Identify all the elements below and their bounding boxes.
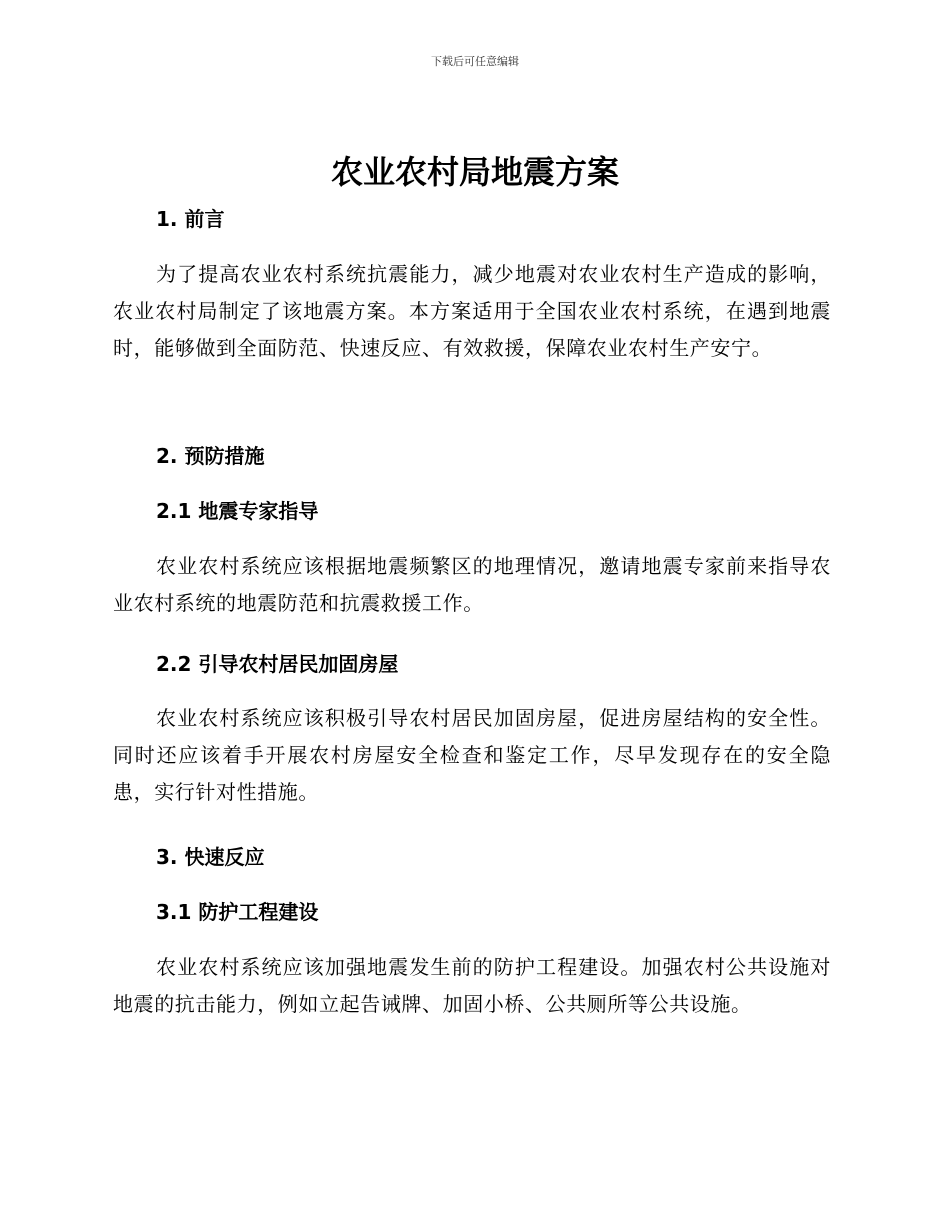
section-paragraph-house-reinforcement: 农业农村系统应该积极引导农村居民加固房屋，促进房屋结构的安全性。同时还应该着手开展农村房屋安全检查和鉴定工作，尽早发现存在的安全隐患，实行针对性措施。 xyxy=(113,706,831,804)
section-heading-quick-response: 3. 快速反应 xyxy=(156,845,265,869)
section-heading-preface: 1. 前言 xyxy=(156,207,225,231)
section-paragraph-preface: 为了提高农业农村系统抗震能力，减少地震对农业农村生产造成的影响，农业农村局制定了该地震方案。本方案适用于全国农业农村系统，在遇到地震时，能够做到全面防范、快速反应、有效救援，保障农业农村生产安宁。 xyxy=(113,262,831,360)
section-heading-protection-works: 3.1 防护工程建设 xyxy=(156,900,319,924)
section-heading-prevention: 2. 预防措施 xyxy=(156,444,265,468)
header-note: 下载后可任意编辑 xyxy=(431,55,519,68)
section-paragraph-expert-guidance: 农业农村系统应该根据地震频繁区的地理情况，邀请地震专家前来指导农业农村系统的地震防范和抗震救援工作。 xyxy=(113,554,831,615)
section-heading-expert-guidance: 2.1 地震专家指导 xyxy=(156,499,319,523)
section-heading-house-reinforcement: 2.2 引导农村居民加固房屋 xyxy=(156,652,399,676)
section-paragraph-protection-works: 农业农村系统应该加强地震发生前的防护工程建设。加强农村公共设施对地震的抗击能力，例如立起告诫牌、加固小桥、公共厕所等公共设施。 xyxy=(113,955,831,1016)
document-title: 农业农村局地震方案 xyxy=(330,153,619,191)
